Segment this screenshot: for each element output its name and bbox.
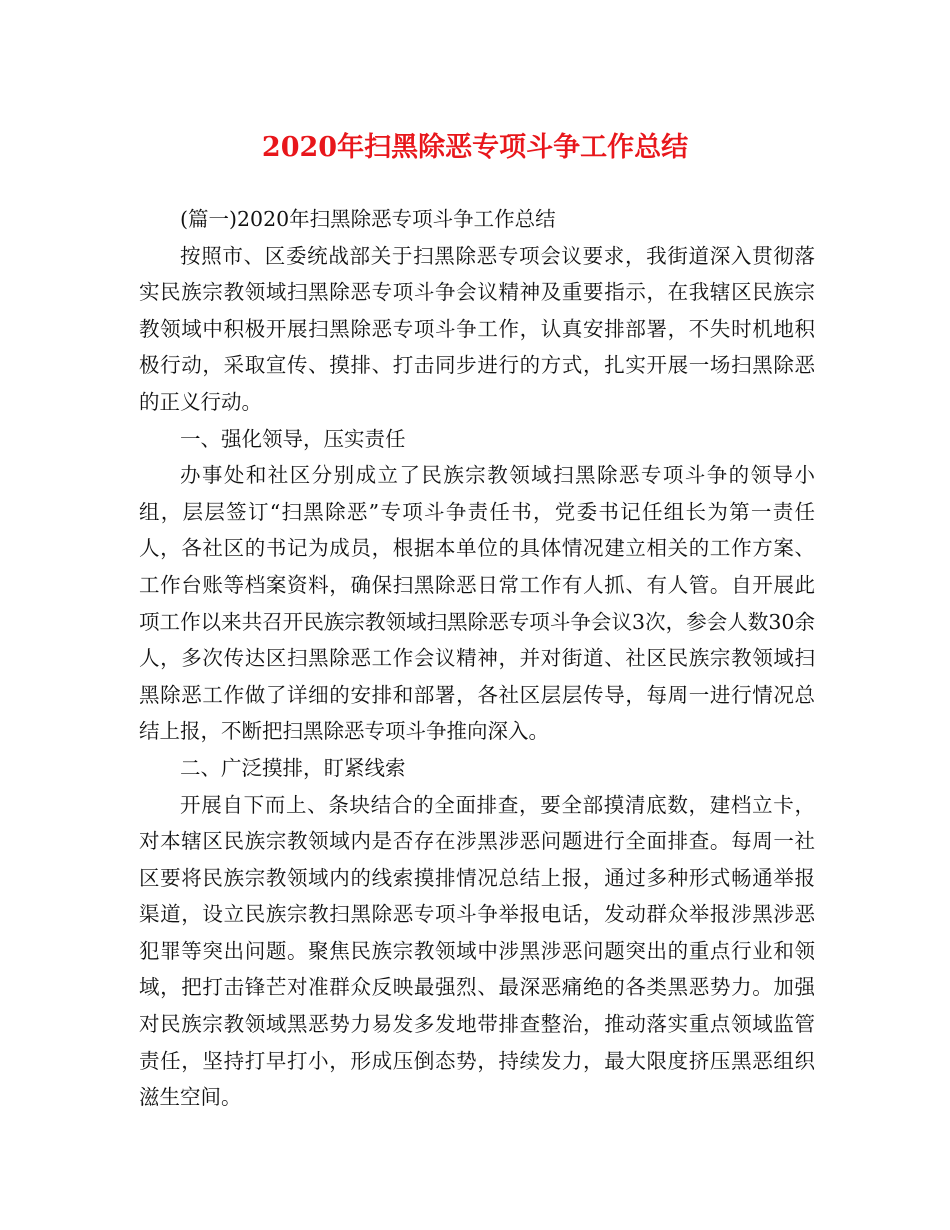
paragraph-intro: 按照市、区委统战部关于扫黑除恶专项会议要求，我街道深入贯彻落实民族宗教领域扫黑除恶专项斗争会议精神及重要指示，在我辖区民族宗教领域中积极开展扫黑除恶专项斗争工作，认真安排部署，不失时机地积极行动，采取宣传、摸排、打击同步进行的方式，扎实开展一场扫黑除恶的正义行动。 xyxy=(139,243,815,414)
heading-broad-investigation: 二、广泛摸排，盯紧线索 xyxy=(180,755,406,780)
paragraph-leadership: 办事处和社区分别成立了民族宗教领域扫黑除恶专项斗争的领导小组，层层签订“扫黑除恶”专项斗争责任书，党委书记任组长为第一责任人，各社区的书记为成员，根据本单位的具体情况建立相关的工作方案、工作台账等档案资料，确保扫黑除恶日常工作有人抓、有人管。自开展此项工作以来共召开民族宗教领域扫黑除恶专项斗争会议3次，参会人数30余人，多次传达区扫黑除恶工作会议精神，并对街道、社区民族宗教领域扫黑除恶工作做了详细的安排和部署，各社区层层传导，每周一进行情况总结上报，不断把扫黑除恶专项斗争推向深入。 xyxy=(139,463,815,744)
document-body xyxy=(139,201,815,1116)
document-title: 2020年扫黑除恶专项斗争工作总结 xyxy=(261,132,689,163)
paragraph-section-heading: (篇一)2020年扫黑除恶专项斗争工作总结 xyxy=(180,207,556,231)
heading-strengthen-leadership: 一、强化领导，压实责任 xyxy=(180,426,406,451)
paragraph-investigation: 开展自下而上、条块结合的全面排查，要全部摸清底数，建档立卡，对本辖区民族宗教领域内是否存在涉黑涉恶问题进行全面排查。每周一社区要将民族宗教领域内的线索摸排情况总结上报，通过多种形式畅通举报渠道，设立民族宗教扫黑除恶专项斗争举报电话，发动群众举报涉黑涉恶犯罪等突出问题。聚焦民族宗教领域中涉黑涉恶问题突出的重点行业和领域，把打击锋芒对准群众反映最强烈、最深恶痛绝的各类黑恶势力。加强对民族宗教领域黑恶势力易发多发地带排查整治，推动落实重点领域监管责任，坚持打早打小，形成压倒态势，持续发力，最大限度挤压黑恶组织滋生空间。 xyxy=(139,792,815,1110)
